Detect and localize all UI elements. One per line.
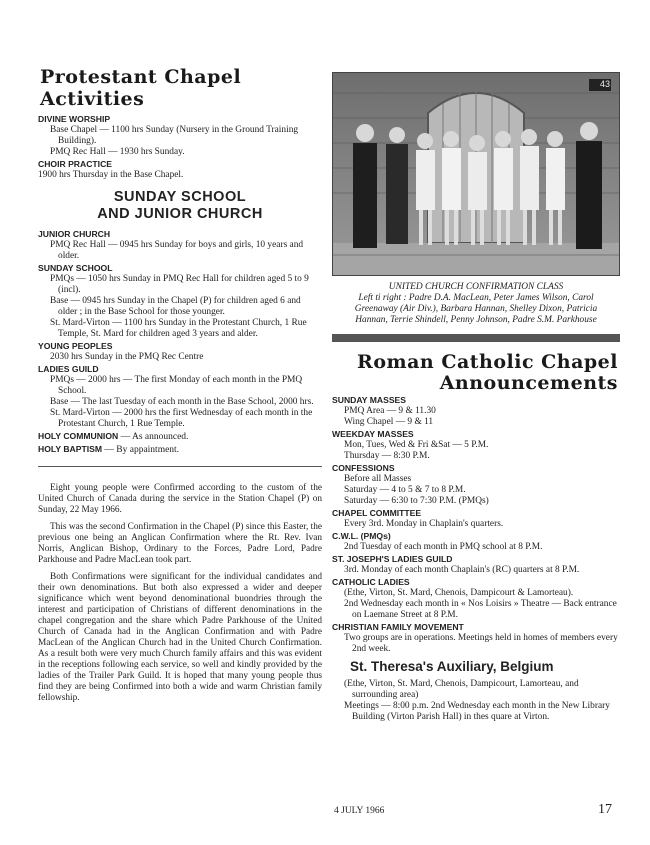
catholic-ladies-label: CATHOLIC LADIES bbox=[332, 577, 410, 587]
weekday-masses-label: WEEKDAY MASSES bbox=[332, 429, 414, 439]
ladies-guild-line: St. Mard-Virton — 2000 hrs the first Wednesday of each month in the Protestant Church, 1 Rue Temple. bbox=[50, 408, 313, 429]
st-theresa-line: (Ethe, Virton, St. Mard, Chenois, Dampicourt, Lamorteau, and surrounding area) bbox=[344, 679, 579, 700]
st-theresa-line: Meetings — 8:00 p.m. 2nd Wednesday each month in the New Library Building (Virton Parish Hall) in thes quare at Virton. bbox=[344, 701, 610, 722]
christian-family-label: CHRISTIAN FAMILY MOVEMENT bbox=[332, 622, 464, 632]
protestant-chapel-title: Protestant Chapel Activities bbox=[40, 66, 242, 110]
cwl-label: C.W.L. (PMQs) bbox=[332, 531, 391, 541]
divine-worship-line: Base Chapel — 1100 hrs Sunday (Nursery in the Ground Training Building). bbox=[50, 125, 299, 146]
roman-catholic-title bbox=[332, 352, 618, 394]
photo-number: 43 bbox=[599, 79, 610, 89]
confirmation-class-photo bbox=[332, 72, 620, 276]
sunday-masses-line: PMQ Area — 9 & 11.30 bbox=[344, 406, 436, 416]
chapel-committee-label: CHAPEL COMMITTEE bbox=[332, 508, 422, 518]
st-josephs-line: 3rd. Monday of each month Chaplain's (RC) quarters at 8 P.M. bbox=[344, 565, 580, 575]
catholic-ladies-line: (Ethe, Virton, St. Mard, Chenois, Dampicourt & Lamorteau). bbox=[344, 588, 574, 598]
caption-body: Left ti right : Padre D.A. MacLean, Peter James Wilson, Carol Greenaway (Air Div.), Barbara Hannan, Shelley Dixon, Patricia Hannan, Terrie Shindell, Penny Johnson, Padre S.M. Parkhouse bbox=[354, 293, 598, 325]
section-divider-bar bbox=[332, 334, 620, 342]
article-paragraph: This was the second Confirmation in the Chapel (P) since this Easter, the previous one being an Anglican Confirmation where the Rt. Rev. Ivan Norris, Anglican Bishop, Ordinary to the Forces, Padre Lord, Padre Parkhouse and Padre MacLean took part. bbox=[38, 522, 322, 565]
page-number: 17 bbox=[598, 802, 612, 817]
ladies-guild-label: LADIES GUILD bbox=[38, 364, 99, 374]
holy-communion-label: HOLY COMMUNION bbox=[38, 431, 119, 441]
holy-baptism-label: HOLY BAPTISM bbox=[38, 444, 102, 454]
issue-date: 4 JULY 1966 bbox=[334, 806, 385, 816]
weekday-masses-line: Mon, Tues, Wed & Fri &Sat — 5 P.M. bbox=[344, 440, 489, 450]
roman-catholic-title-line: Roman Catholic Chapel bbox=[357, 351, 618, 373]
sunday-school-label: SUNDAY SCHOOL bbox=[38, 263, 113, 273]
holy-baptism bbox=[38, 444, 322, 456]
young-peoples-line: 2030 hrs Sunday in the PMQ Rec Centre bbox=[50, 352, 204, 362]
choir-practice-label: CHOIR PRACTICE bbox=[38, 159, 113, 169]
divine-worship-line: PMQ Rec Hall — 1930 hrs Sunday. bbox=[50, 147, 185, 157]
ladies-guild-line: PMQs — 2000 hrs — The first Monday of each month in the PMQ School. bbox=[50, 375, 303, 396]
st-theresa-heading: St. Theresa's Auxiliary, Belgium bbox=[350, 659, 554, 674]
st-josephs-label: ST. JOSEPH'S LADIES GUILD bbox=[332, 554, 453, 564]
sunday-masses-label: SUNDAY MASSES bbox=[332, 395, 407, 405]
right-column bbox=[332, 72, 620, 723]
ladies-guild-line: Base — The last Tuesday of each month in the Base School, 2000 hrs. bbox=[50, 397, 314, 407]
divine-worship-label: DIVINE WORSHIP bbox=[38, 114, 111, 124]
junior-church-line: PMQ Rec Hall — 0945 hrs Sunday for boys and girls, 10 years and older. bbox=[50, 240, 304, 261]
sunday-school-heading-line: SUNDAY SCHOOL bbox=[113, 189, 247, 205]
sunday-school-heading-line: AND JUNIOR CHURCH bbox=[97, 206, 263, 222]
article-paragraph: Both Confirmations were significant for the individual candidates and their own denominations. But both also expressed a wider and deeper significance which went beyond denominational buondries through the interest and participation of Christians of different denominations in the chapel congregation and the share which Padre Parkhouse of the United Church of Canada had in the Anglican Confirmation and with Padre MacLean of the Anglican Church had in the United Church Confirmation. As a result both were very much Church family affairs and this was evident in the receptions following each service, so well and kindly provided by the ladies of the Trailer Park Guild. It is hoped that many young people thus find they are being Confirmed into both a wide and warm Christian family fellowship. bbox=[38, 572, 322, 703]
weekday-masses-line: Thursday — 8:30 P.M. bbox=[344, 451, 430, 461]
chapel-committee-line: Every 3rd. Monday in Chaplain's quarters. bbox=[344, 519, 504, 529]
young-peoples-label: YOUNG PEOPLES bbox=[38, 341, 113, 351]
confessions-label: CONFESSIONS bbox=[332, 463, 395, 473]
holy-communion-tail: — As announced. bbox=[120, 432, 189, 442]
confessions-line: Saturday — 4 to 5 & 7 to 8 P.M. bbox=[344, 485, 466, 495]
group-photo-illustration bbox=[333, 73, 619, 275]
sunday-school-line: PMQs — 1050 hrs Sunday in PMQ Rec Hall for children aged 5 to 9 (incl). bbox=[50, 274, 309, 295]
choir-practice-line: 1900 hrs Thursday in the Base Chapel. bbox=[38, 170, 184, 180]
holy-baptism-tail: — By appaintment. bbox=[104, 445, 180, 455]
sunday-school-line: Base — 0945 hrs Sunday in the Chapel (P) for children aged 6 and older ; in the Base School for those younger. bbox=[50, 296, 301, 317]
caption-title: UNITED CHURCH CONFIRMATION CLASS bbox=[388, 282, 564, 292]
roman-catholic-title-line: Announcements bbox=[439, 372, 618, 394]
cwl-line: 2nd Tuesday of each month in PMQ school at 8 P.M. bbox=[344, 542, 543, 552]
catholic-ladies-line: 2nd Wednesday each month in « Nos Loisirs » Theatre — Back entrance on Laemane Street at 8 P.M. bbox=[344, 599, 617, 620]
confessions-line: Saturday — 6:30 to 7:30 P.M. (PMQs) bbox=[344, 496, 489, 506]
sunday-school-heading bbox=[38, 189, 322, 223]
left-column bbox=[38, 66, 322, 710]
junior-church-label: JUNIOR CHURCH bbox=[38, 229, 111, 239]
sunday-school-line: St. Mard-Virton — 1100 hrs Sunday in the Protestant Church, 1 Rue Temple, St. Mard for children aged 3 years and alder. bbox=[50, 318, 307, 339]
christian-family-line: Two groups are in operations. Meetings held in homes of members every 2nd week. bbox=[344, 633, 618, 654]
photo-caption bbox=[338, 282, 614, 326]
article-paragraph: Eight young people were Confirmed according to the custom of the United Church of Canada during the service in the Station Chapel (P) on Sunday, 22 May 1966. bbox=[38, 483, 322, 515]
sunday-masses-line: Wing Chapel — 9 & 11 bbox=[344, 417, 434, 427]
holy-communion bbox=[38, 431, 322, 443]
confessions-line: Before all Masses bbox=[344, 474, 412, 484]
